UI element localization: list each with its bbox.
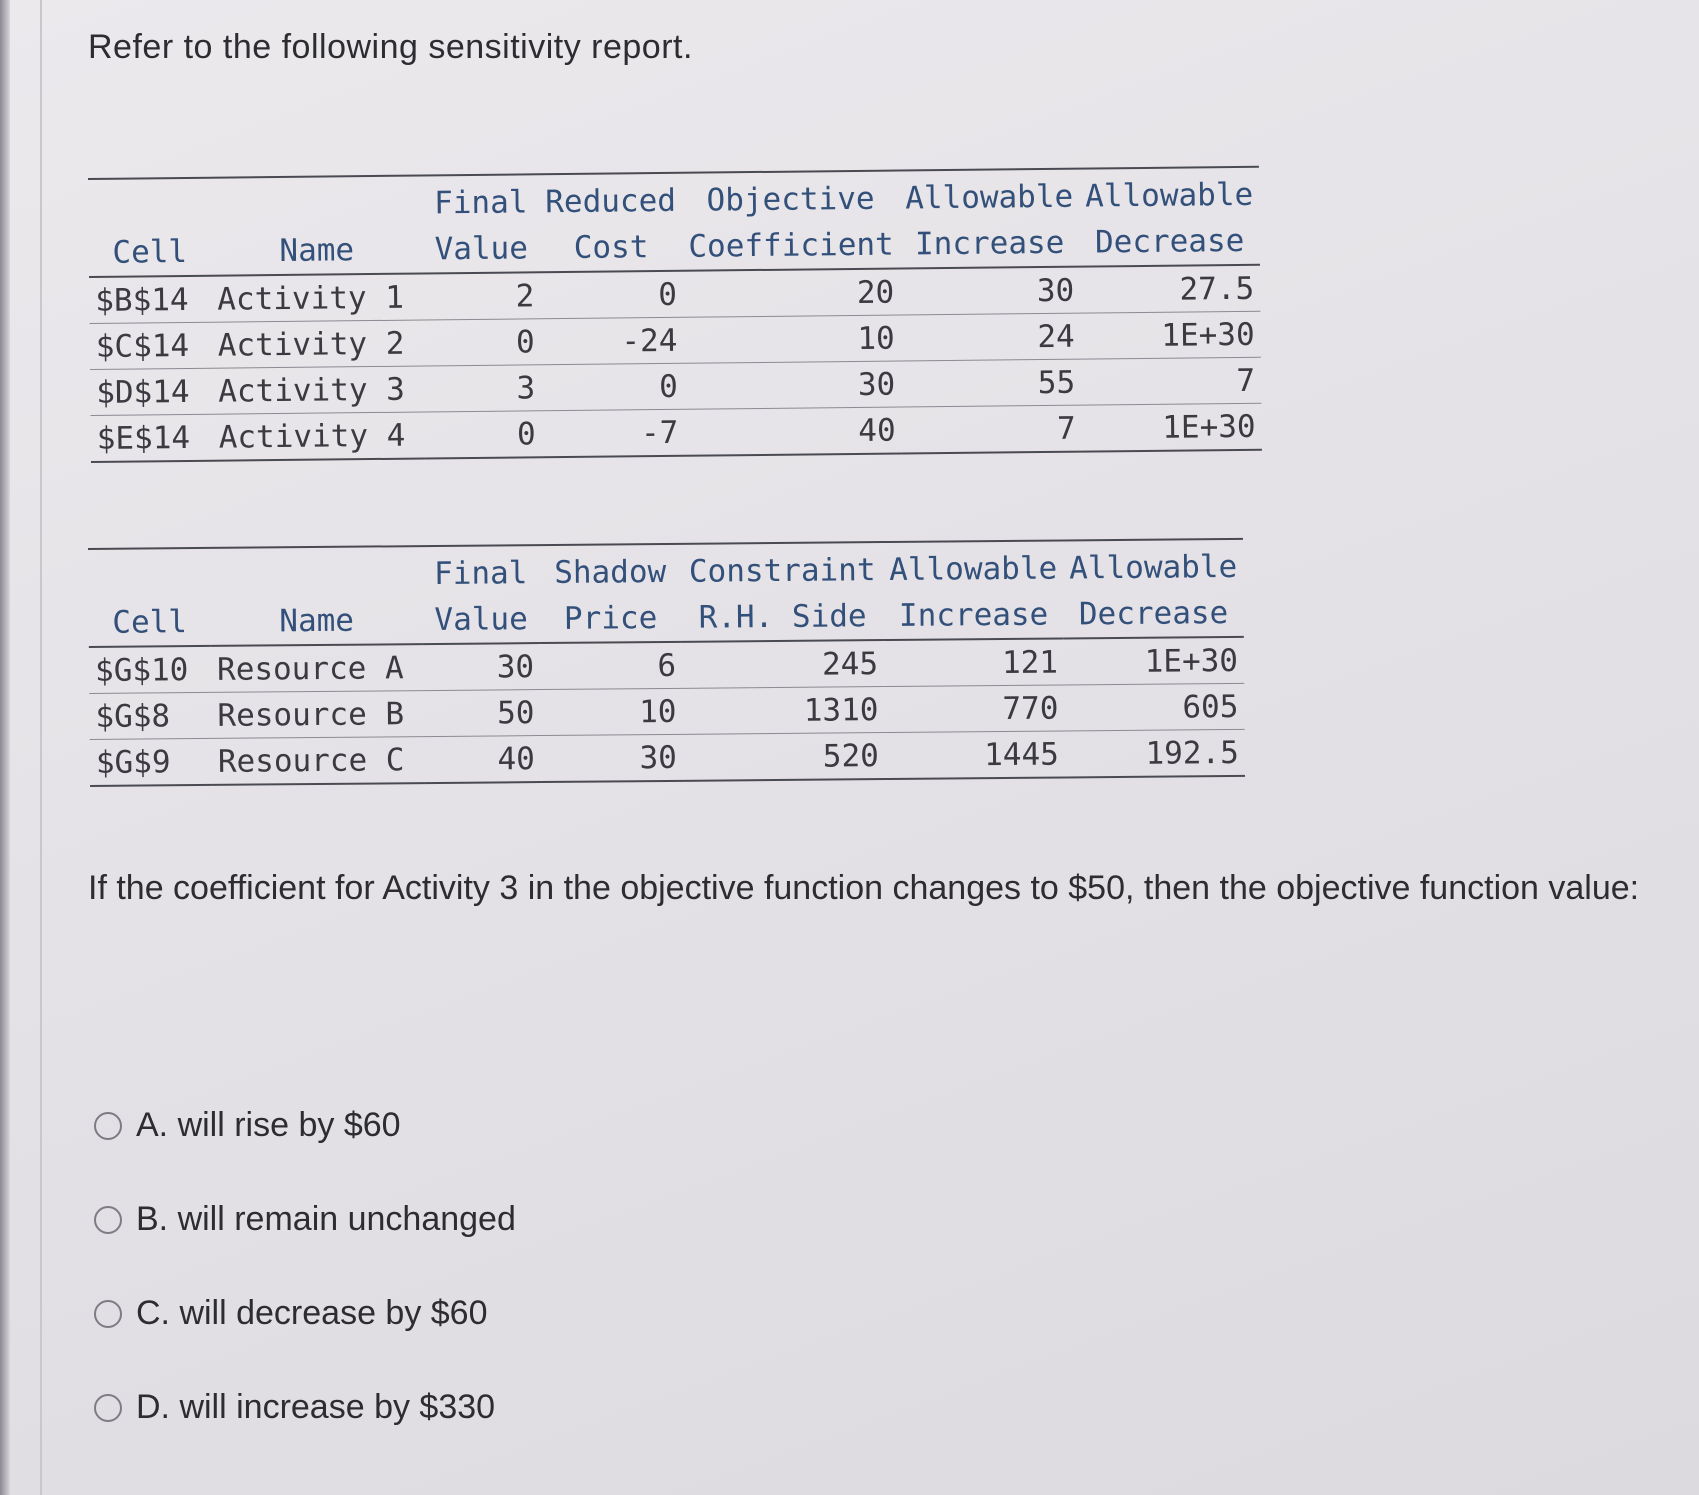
option-c[interactable] [94,1294,488,1333]
final-value: 40 [424,736,541,784]
header-allowable: Allowable [883,540,1063,593]
option-label[interactable]: A. will rise by $60 [136,1106,401,1144]
cell-ref: $C$14 [90,322,212,369]
allowable-decrease: 1E+30 [1081,403,1261,451]
header-allowable: Allowable [899,169,1080,222]
radio-button-icon[interactable] [94,1206,122,1234]
header-final: Final [422,545,539,597]
header-objective: Objective [682,171,900,224]
reduced-cost: -24 [540,317,683,364]
row-name: Resource C [212,737,424,785]
objective-coefficient: 30 [684,361,902,409]
sensitivity-table-variables [88,166,1262,463]
final-value: 0 [424,411,541,459]
row-name: Activity 1 [211,273,423,322]
reduced-cost: -7 [541,409,684,457]
cell-ref: $G$9 [90,738,212,786]
cell-ref: $G$10 [89,646,211,694]
option-a[interactable] [94,1106,401,1145]
option-d[interactable] [94,1388,495,1427]
cell-ref: $G$8 [89,692,211,739]
final-value: 3 [424,365,541,412]
header-shadow: Shadow [539,544,681,596]
allowable-decrease: 605 [1064,683,1244,731]
allowable-increase: 770 [884,685,1064,733]
option-b[interactable] [94,1200,516,1239]
final-value: 50 [423,690,540,737]
allowable-decrease: 7 [1081,357,1261,405]
header-increase: Increase [899,220,1079,269]
final-value: 30 [423,643,540,691]
reduced-cost: 0 [541,363,684,410]
option-label[interactable]: D. will increase by $330 [136,1388,496,1426]
table-row [90,729,1245,786]
header-top [210,176,423,229]
final-value: 0 [424,319,541,366]
header-final: Final [422,174,540,226]
header-top [88,178,211,230]
shadow-price: 6 [540,642,682,690]
header-top [88,548,210,600]
row-name: Activity 3 [212,366,424,414]
header-allowable: Allowable [1079,167,1260,220]
allowable-increase: 55 [901,359,1081,407]
question-text: If the coefficient for Activity 3 in the objective function changes to $50, then the objective function value: [88,869,1640,907]
row-name: Activity 2 [212,320,424,368]
cell-ref: $D$14 [90,368,212,415]
header-decrease: Decrease [1063,590,1243,639]
header-name: Name [210,597,422,646]
allowable-increase: 30 [900,267,1080,315]
allowable-increase: 121 [884,638,1064,686]
final-value: 2 [423,272,540,320]
allowable-decrease: 1E+30 [1064,637,1244,685]
screen-edge [0,0,10,1495]
header-allowable: Allowable [1063,539,1243,592]
header-increase: Increase [883,591,1063,640]
header-value: Value [423,225,540,273]
header-decrease: Decrease [1079,218,1259,267]
radio-button-icon[interactable] [94,1394,122,1422]
constraint-rhs: 520 [683,733,885,781]
objective-coefficient: 10 [683,315,901,363]
header-top [210,546,422,599]
sensitivity-table-constraints [88,538,1245,787]
header-cell: Cell [89,229,211,277]
row-name: Resource A [211,644,423,692]
header-value: Value [422,596,539,644]
header-rh-side: R.H. Side [681,593,883,642]
allowable-decrease: 1E+30 [1080,311,1260,359]
cell-ref: $B$14 [89,276,211,324]
constraint-rhs: 245 [682,640,884,688]
radio-button-icon[interactable] [94,1300,122,1328]
cell-ref: $E$14 [90,414,212,462]
constraint-rhs: 1310 [682,687,884,735]
allowable-increase: 7 [901,405,1081,453]
objective-coefficient: 40 [684,407,902,456]
header-name: Name [211,226,423,275]
allowable-decrease: 27.5 [1080,265,1260,313]
shadow-price: 10 [540,688,682,735]
shadow-price: 30 [541,734,683,782]
allowable-decrease: 192.5 [1065,729,1245,777]
row-name: Resource B [211,691,423,739]
option-label[interactable]: B. will remain unchanged [136,1200,516,1238]
objective-coefficient: 20 [683,269,901,318]
allowable-increase: 24 [900,313,1080,361]
header-cost: Cost [540,224,683,272]
intro-text: Refer to the following sensitivity report. [88,28,693,66]
option-label[interactable]: C. will decrease by $60 [136,1294,488,1332]
radio-button-icon[interactable] [94,1112,122,1140]
allowable-increase: 1445 [885,731,1065,779]
header-coefficient: Coefficient [682,222,900,271]
header-cell: Cell [88,599,210,647]
header-constraint: Constraint [681,542,883,595]
content-border [40,0,42,1495]
row-name: Activity 4 [212,412,424,461]
header-price: Price [539,595,681,643]
header-reduced: Reduced [539,173,682,225]
reduced-cost: 0 [540,271,683,319]
